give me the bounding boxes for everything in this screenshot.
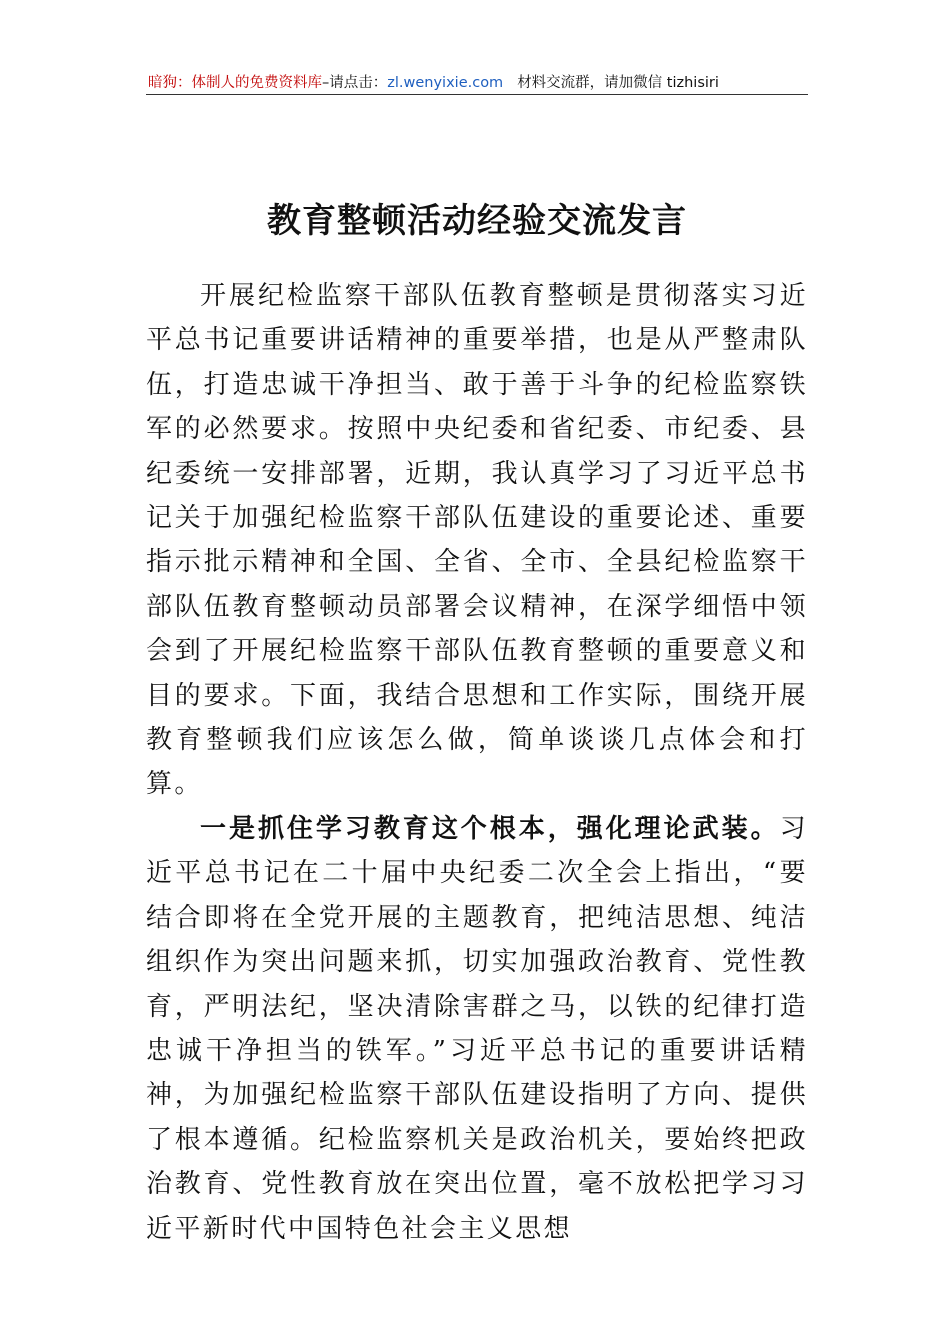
site-url-link[interactable]: zl.wenyixie.com [387,75,504,91]
header-divider [146,94,808,95]
paragraph-point-one [146,807,808,1251]
paragraph-point-one-text: 习近平总书记在二十届中央纪委二次全会上指出，“要结合即将在全党开展的主题教育，把纯洁思想、纯洁组织作为突出问题来抓，切实加强政治教育、党性教育，严明法纪，坚决清除害群之马，以铁的纪律打造忠诚干净担当的铁军。”习近平总书记的重要讲话精神，为加强纪检监察干部队伍建设指明了方向、提供了根本遵循。纪检监察机关是政治机关，要始终把政治教育、党性教育放在突出位置，毫不放松把学习习近平新时代中国特色社会主义思想 [146,813,808,1244]
document-title: 教育整顿活动经验交流发言 [267,200,687,241]
site-name: 暗狗：体制人的免费资料库 [148,75,322,91]
document-body [146,274,808,1251]
header-banner [148,72,808,94]
wechat-note: 材料交流群，请加微信 tizhisiri [517,75,719,91]
paragraph-intro-text: 开展纪检监察干部队伍教育整顿是贯彻落实习近平总书记重要讲话精神的重要举措，也是从严整肃队伍，打造忠诚干净担当、敢于善于斗争的纪检监察铁军的必然要求。按照中央纪委和省纪委、市纪委、县纪委统一安排部署，近期，我认真学习了习近平总书记关于加强纪检监察干部队伍建设的重要论述、重要指示批示精神和全国、全省、全市、全县纪检监察干部队伍教育整顿动员部署会议精神，在深学细悟中领会到了开展纪检监察干部队伍教育整顿的重要意义和目的要求。下面，我结合思想和工作实际，围绕开展教育整顿我们应该怎么做，简单谈谈几点体会和打算。 [146,281,808,800]
paragraph-intro [146,274,808,807]
paragraph-point-one-lead: 一是抓住学习教育这个根本，强化理论武装。 [200,813,780,844]
click-prompt: –请点击： [322,75,388,91]
